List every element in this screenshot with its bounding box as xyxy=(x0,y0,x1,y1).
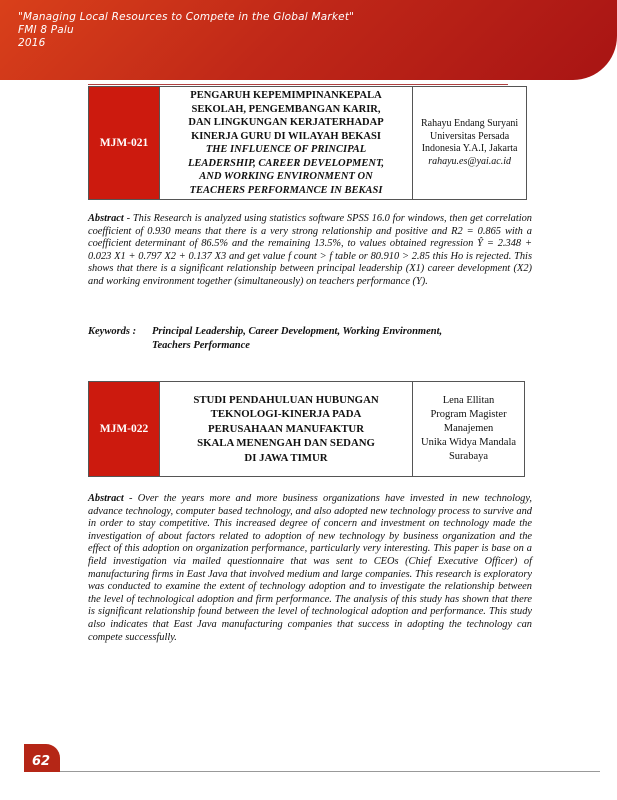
header-event: FMI 8 Palu xyxy=(18,24,74,36)
title-line: PENGARUH KEPEMIMPINANKEPALA xyxy=(190,90,382,101)
title-en-line: TEACHERS PERFORMANCE IN BEKASI xyxy=(189,184,383,196)
keywords-line: Teachers Performance xyxy=(152,340,250,351)
title-en-line: THE INFLUENCE OF PRINCIPAL xyxy=(205,144,367,155)
author-line: Unika Widya Mandala xyxy=(421,437,517,448)
abstract-mjm-021 xyxy=(88,213,532,289)
keywords-mjm-021 xyxy=(88,325,532,353)
footer-rule xyxy=(60,771,600,772)
header-text xyxy=(18,11,354,50)
author-line: Surabaya xyxy=(448,451,489,462)
abstract-text: - Over the years more and more business organizations have invested in new technology, advance technology, computer based technology, and also adopted new technology process to survive and in order to stay competitive. This increased degree of concern and investment on technology made the investigation of about factors related to adoption of new technology by business organization and the effect of this adoption on organization performance, particularly very interesting. This paper is base on a field investigation via mailed questionnaire that was sent to CEOs (Chief Executive Officer) of manufacturing firms in East Java that involved medium and large companies. This research is exploratory was conducted to examine the extent of technology adoption and to investigate the relationship between the level of technological adoption and firm performance. The analysis of this study has shown that there is significant relationship found between the level of technological adoption and performance. This study also indicates that East Java manufacturing companies that success in adopting the technology can compete successfully. xyxy=(88,493,532,643)
abstract-text: - This Research is analyzed using statistics software SPSS 16.0 for windows, then get correlation coefficient of 0.930 means that there is a very strong relationship and positive and R2 = 0.865 with a coefficient determinant of 86.5% and the remaining 13.5%, to values obtained regression Ŷ = 2.348 + 0.023 X1 + 0.797 X2 + 0.137 X3 and get value f count > f table or 80.910 > 2.85 this Ho is rejected. This shows that there is a significant relationship between principal leadership (X1) career development (X2) and working environment together (simultaneously) on teachers performance (Y). xyxy=(88,213,532,287)
abstract-label: Abstract xyxy=(88,213,124,224)
paper-author xyxy=(413,87,527,200)
abstract-mjm-022 xyxy=(88,493,532,644)
title-en-line: LEADERSHIP, CAREER DEVELOPMENT, xyxy=(187,157,385,169)
title-en-line: AND WORKING ENVIRONMENT ON xyxy=(199,171,373,182)
keywords-label: Keywords : xyxy=(88,326,137,337)
header-conference-theme: "Managing Local Resources to Compete in the Global Market" xyxy=(18,11,355,23)
author-line: Indonesia Y.A.I, Jakarta xyxy=(421,143,518,154)
title-line: KINERJA GURU DI WILAYAH BEKASI xyxy=(191,130,381,142)
paper-code: MJM-021 xyxy=(89,87,160,200)
title-line: SKALA MENENGAH DAN SEDANG xyxy=(197,437,375,450)
title-line: SEKOLAH, PENGEMBANGAN KARIR, xyxy=(191,103,381,115)
author-line: Universitas Persada xyxy=(430,130,510,142)
header-year: 2016 xyxy=(18,37,46,49)
title-line: PERUSAHAAN MANUFAKTUR xyxy=(207,422,365,435)
title-line: STUDI PENDAHULUAN HUBUNGAN xyxy=(193,393,379,406)
header-banner xyxy=(0,0,617,80)
author-email: rahayu.es@yai.ac.id xyxy=(428,155,511,167)
paper-title xyxy=(160,87,413,200)
keywords-line: Principal Leadership, Career Development, Working Environment, xyxy=(152,326,443,337)
title-line: DI JAWA TIMUR xyxy=(244,451,328,464)
title-line: TEKNOLOGI-KINERJA PADA xyxy=(210,408,362,421)
header-rule xyxy=(88,84,508,85)
paper-code: MJM-022 xyxy=(89,382,160,477)
author-line: Program Magister xyxy=(430,409,507,420)
author-line: Manajemen xyxy=(443,423,494,434)
paper-author xyxy=(413,382,525,477)
author-line: Lena Ellitan xyxy=(442,395,495,406)
title-line: DAN LINGKUNGAN KERJATERHADAP xyxy=(188,117,384,128)
paper-table-mjm-021 xyxy=(88,86,527,200)
paper-table-mjm-022 xyxy=(88,381,525,477)
author-line: Rahayu Endang Suryani xyxy=(421,118,519,129)
abstract-label: Abstract xyxy=(88,493,124,504)
page-number: 62 xyxy=(32,754,51,769)
paper-title xyxy=(160,382,413,477)
